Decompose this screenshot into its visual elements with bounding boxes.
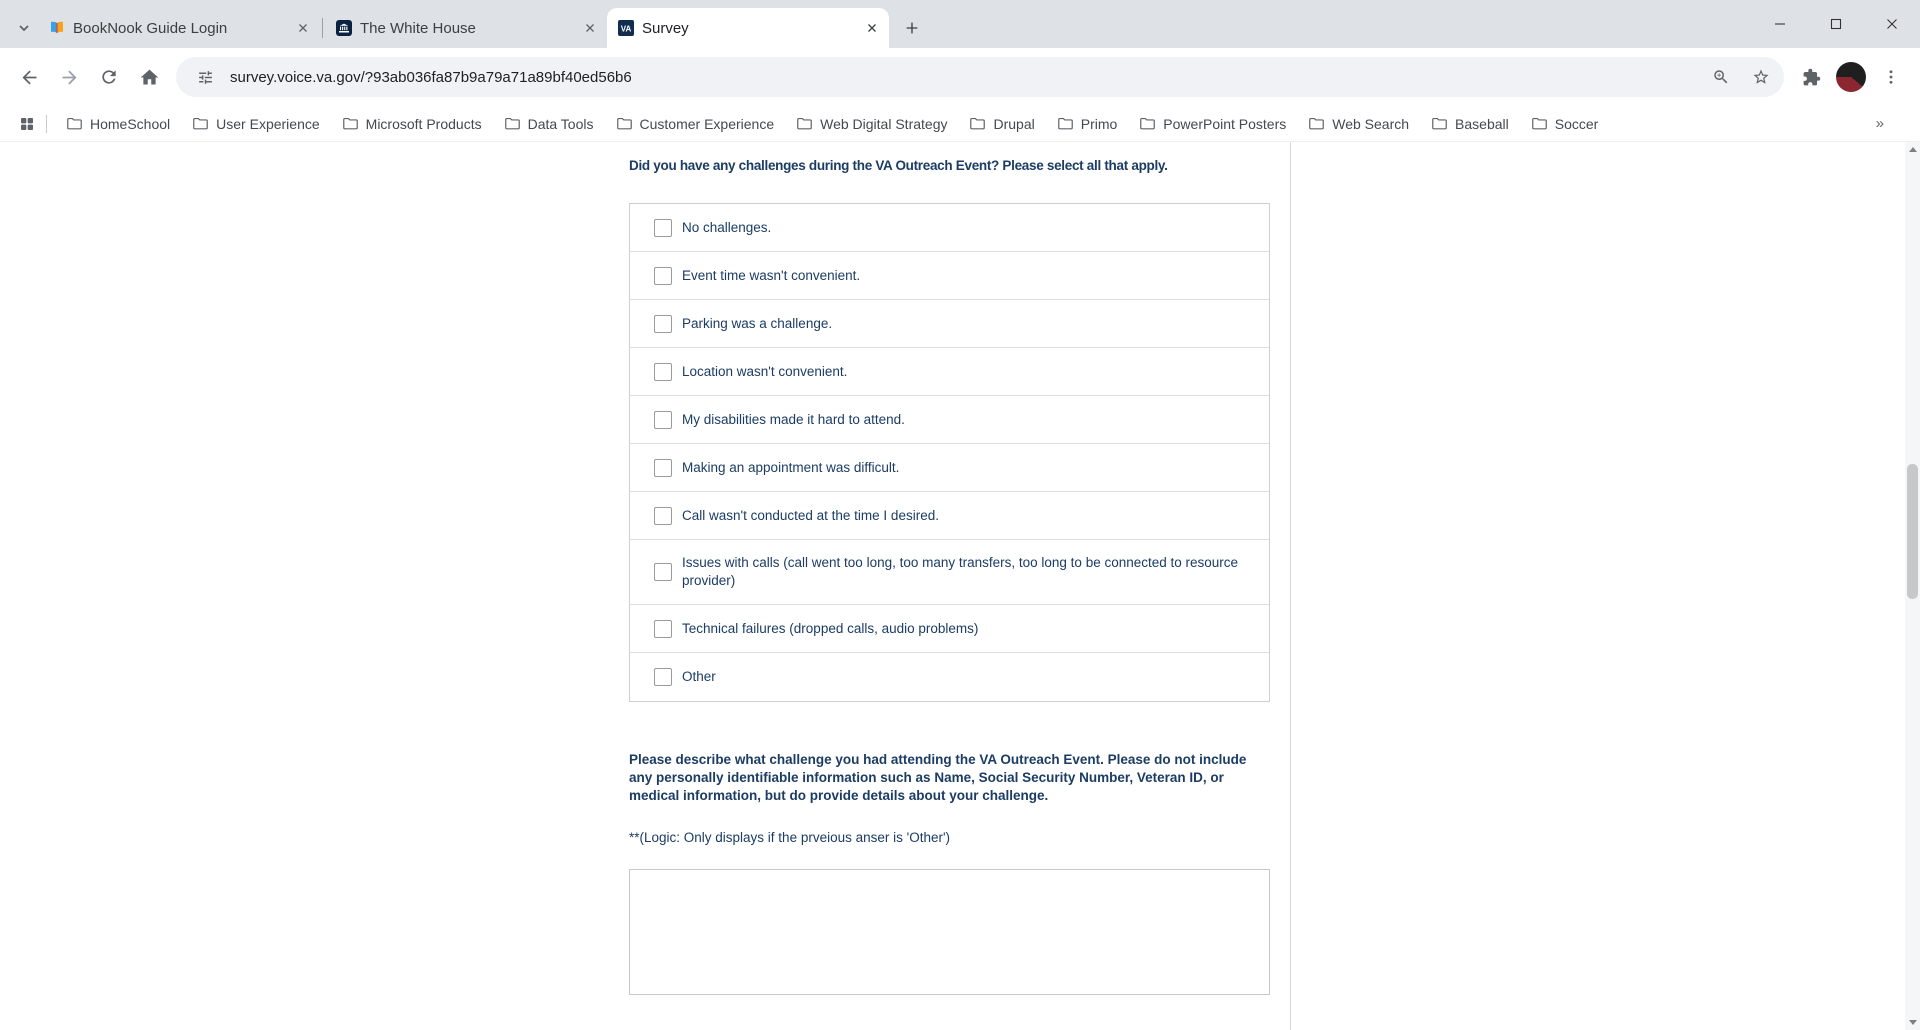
browser-toolbar: [0, 48, 1920, 106]
folder-icon: [1431, 115, 1448, 132]
checkbox[interactable]: [654, 315, 672, 333]
profile-avatar[interactable]: [1836, 62, 1866, 92]
challenge-description-textarea[interactable]: [629, 869, 1270, 995]
forward-button[interactable]: [50, 58, 88, 96]
challenge-option-row[interactable]: [630, 653, 1269, 701]
bookmark-folder[interactable]: [331, 110, 493, 138]
folder-icon: [66, 115, 83, 132]
tab-close-icon[interactable]: [581, 19, 599, 37]
va-favicon-icon: [618, 20, 634, 36]
bookmark-label: Baseball: [1455, 115, 1509, 132]
bookmarks-overflow-chevron-icon[interactable]: »: [1875, 115, 1886, 132]
bookmark-folder[interactable]: [1128, 110, 1297, 138]
address-bar[interactable]: [176, 57, 1784, 97]
bookmark-label: Customer Experience: [639, 115, 775, 132]
home-button[interactable]: [130, 58, 168, 96]
folder-icon: [969, 115, 986, 132]
folder-icon: [1531, 115, 1548, 132]
browser-menu-icon[interactable]: [1872, 58, 1910, 96]
tab-title: Survey: [642, 19, 689, 37]
tab-whitehouse[interactable]: [325, 8, 607, 48]
bookmarks-bar: [0, 106, 1920, 142]
bookmark-label: Soccer: [1554, 115, 1599, 132]
url-text[interactable]: survey.voice.va.gov/?93ab036fa87b9a79a71a89bf40ed56b6: [230, 68, 632, 86]
bookmark-folder[interactable]: [1297, 110, 1420, 138]
maximize-button[interactable]: [1808, 0, 1864, 48]
logic-note: **(Logic: Only displays if the prveious anser is 'Other'): [629, 830, 951, 845]
svg-text:VA: VA: [620, 24, 632, 34]
option-label: No challenges.: [682, 219, 772, 235]
bookmark-folder[interactable]: [958, 110, 1045, 138]
challenges-option-list: [629, 203, 1270, 702]
reload-button[interactable]: [90, 58, 128, 96]
challenge-option-row[interactable]: [630, 348, 1269, 396]
checkbox[interactable]: [654, 363, 672, 381]
folder-icon: [616, 115, 633, 132]
challenge-option-row[interactable]: [630, 252, 1269, 300]
minimize-button[interactable]: [1752, 0, 1808, 48]
folder-icon: [504, 115, 521, 132]
new-tab-button[interactable]: [897, 13, 927, 43]
checkbox[interactable]: [654, 507, 672, 525]
checkbox[interactable]: [654, 267, 672, 285]
checkbox[interactable]: [654, 411, 672, 429]
challenge-option-row[interactable]: [630, 605, 1269, 653]
bookmark-label: Primo: [1080, 115, 1118, 132]
zoom-icon[interactable]: [1706, 62, 1736, 92]
apps-grid-icon[interactable]: [12, 110, 42, 138]
tab-close-icon[interactable]: [294, 19, 312, 37]
tab-title: The White House: [360, 19, 476, 37]
bookmark-folder[interactable]: [493, 110, 605, 138]
challenge-option-row[interactable]: [630, 492, 1269, 540]
question-describe-heading: Please describe what challenge you had attending the VA Outreach Event. Please do not include any personally identifiable information such as Name, Social Security Number, Veteran ID, or medical information, but do provide details about your challenge.: [629, 752, 1247, 803]
option-label: Making an appointment was difficult.: [682, 459, 900, 475]
bookmark-star-icon[interactable]: [1746, 62, 1776, 92]
bookmark-folder[interactable]: [1046, 110, 1129, 138]
bookmark-folder[interactable]: [55, 110, 181, 138]
option-label: My disabilities made it hard to attend.: [682, 411, 905, 427]
whitehouse-favicon-icon: [336, 20, 352, 36]
scrollbar-thumb[interactable]: [1907, 464, 1918, 599]
folder-icon: [1308, 115, 1325, 132]
option-label: Parking was a challenge.: [682, 315, 833, 331]
back-button[interactable]: [10, 58, 48, 96]
tab-strip: [0, 0, 1920, 48]
page-scrollbar[interactable]: [1905, 142, 1920, 1030]
bookmark-folder[interactable]: [1520, 110, 1610, 138]
bookmark-label: HomeSchool: [90, 115, 171, 132]
tab-booknook[interactable]: [38, 8, 320, 48]
tab-separator: [322, 18, 323, 38]
bookmark-folder-list: [55, 110, 1868, 138]
challenge-option-row[interactable]: [630, 300, 1269, 348]
close-window-button[interactable]: [1864, 0, 1920, 48]
bookmark-label: Web Digital Strategy: [820, 115, 948, 132]
bookmark-label: PowerPoint Posters: [1163, 115, 1287, 132]
survey-column-divider: [1290, 142, 1291, 1030]
tab-survey-active[interactable]: [607, 8, 889, 48]
option-label: Call wasn't conducted at the time I desired.: [682, 507, 939, 523]
bookmark-label: Drupal: [993, 115, 1035, 132]
folder-icon: [796, 115, 813, 132]
checkbox[interactable]: [654, 459, 672, 477]
checkbox[interactable]: [654, 563, 672, 581]
bookmark-folder[interactable]: [605, 110, 786, 138]
bookmark-folder[interactable]: [785, 110, 958, 138]
checkbox[interactable]: [654, 620, 672, 638]
challenge-option-row[interactable]: [630, 540, 1269, 605]
folder-icon: [192, 115, 209, 132]
bookmark-label: Data Tools: [527, 115, 594, 132]
challenge-option-row[interactable]: [630, 396, 1269, 444]
bookmark-folder[interactable]: [181, 110, 331, 138]
tab-title: BookNook Guide Login: [73, 19, 228, 37]
option-label: Other: [682, 669, 716, 684]
option-label: Technical failures (dropped calls, audio problems): [682, 620, 979, 636]
checkbox[interactable]: [654, 219, 672, 237]
bookmark-label: Web Search: [1332, 115, 1410, 132]
extensions-icon[interactable]: [1792, 58, 1830, 96]
bookmark-label: User Experience: [216, 115, 320, 132]
folder-icon: [1139, 115, 1156, 132]
survey-form: [629, 142, 1270, 1000]
option-label: Issues with calls (call went too long, too many transfers, too long to be connected to resource provider): [682, 555, 1239, 588]
window-controls: [1752, 0, 1920, 48]
page-content: [0, 142, 1920, 1030]
tab-close-icon[interactable]: [863, 19, 881, 37]
challenge-option-row[interactable]: [630, 444, 1269, 492]
checkbox[interactable]: [654, 668, 672, 686]
scrollbar-down-arrow-icon[interactable]: [1905, 1015, 1920, 1030]
tab-search-chevron-icon[interactable]: [10, 8, 38, 48]
challenge-option-row[interactable]: [630, 204, 1269, 252]
bookmark-folder[interactable]: [1420, 110, 1520, 138]
bookmarks-separator: [46, 115, 47, 133]
option-label: Location wasn't convenient.: [682, 363, 848, 379]
bookmark-label: Microsoft Products: [365, 115, 482, 132]
site-info-icon[interactable]: [190, 62, 220, 92]
folder-icon: [342, 115, 359, 132]
option-label: Event time wasn't convenient.: [682, 267, 861, 283]
question-challenges-heading: Did you have any challenges during the VA Outreach Event? Please select all that apply.: [629, 158, 1168, 173]
booknook-favicon-icon: [49, 20, 65, 36]
scrollbar-up-arrow-icon[interactable]: [1905, 142, 1920, 157]
folder-icon: [1057, 115, 1074, 132]
